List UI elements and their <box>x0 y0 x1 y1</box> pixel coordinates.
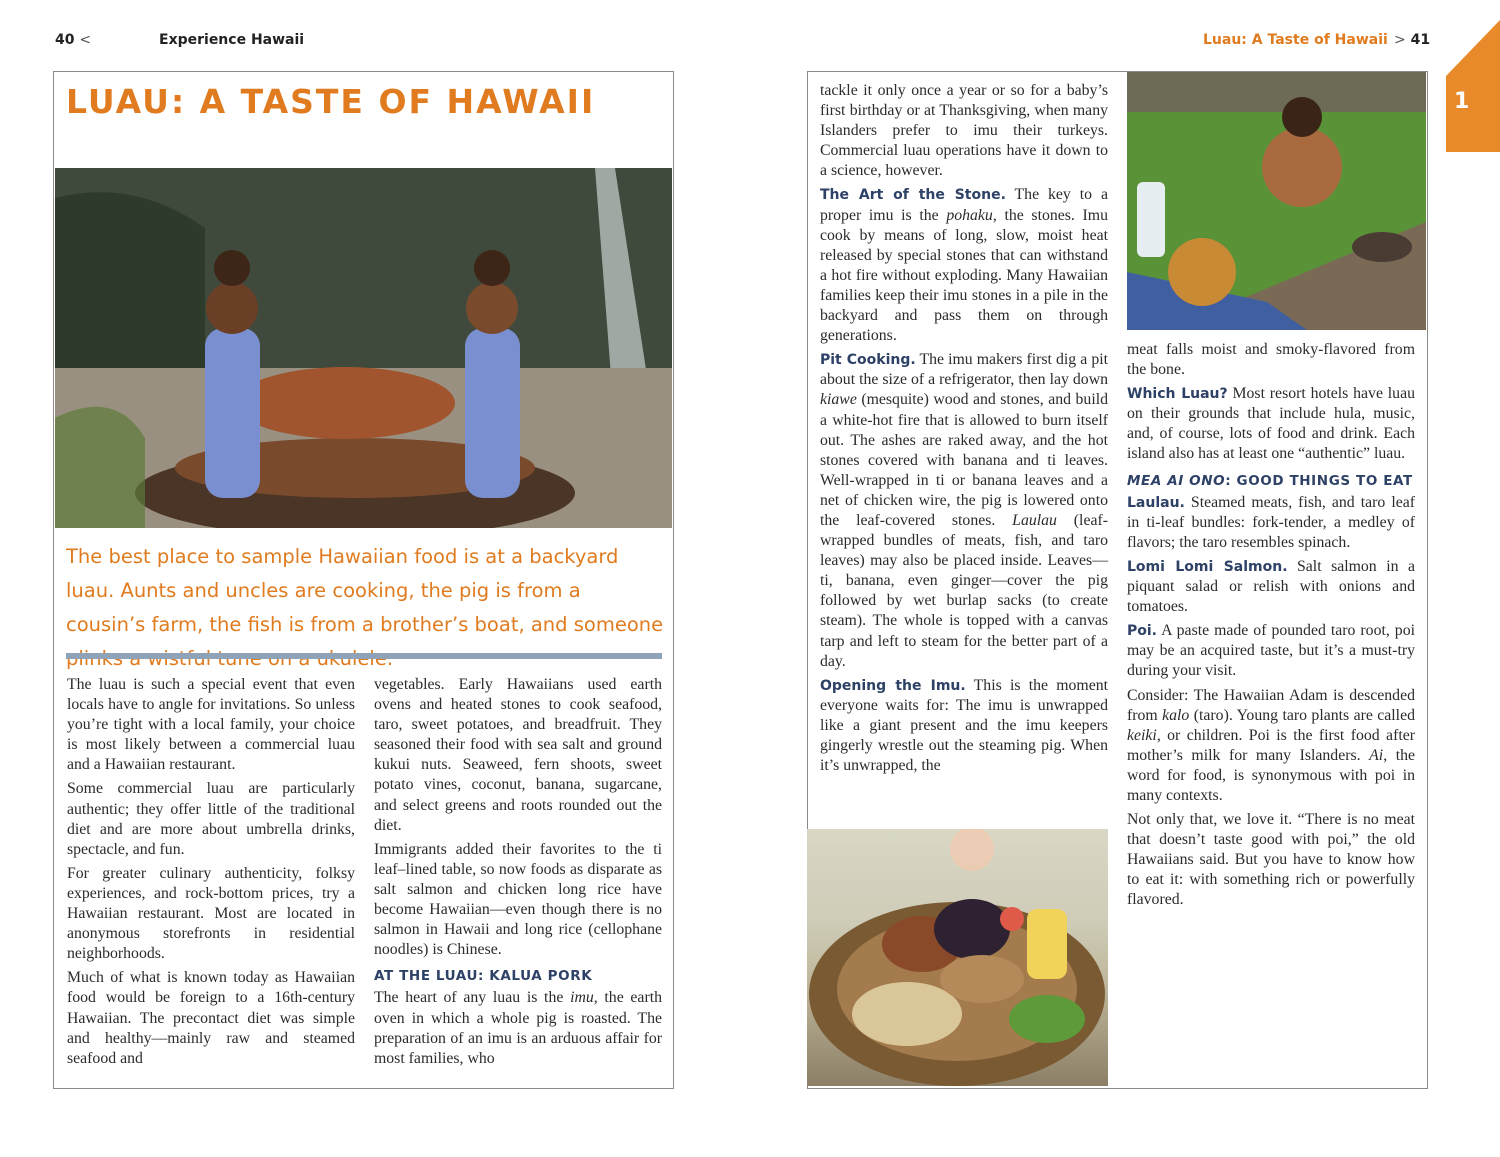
paragraph-art-of-stone: The Art of the Stone. The key to a proper imu is the pohaku, the stones. Imu cook by means of long, slow, moist heat released by special stones that can withstand a hot fire without exploding. Many Hawaiian families keep their imu stones in a pile in the backyard and pass them on through generations. <box>820 186 1108 345</box>
paragraph-pit-cooking: Pit Cooking. The imu makers first dig a pit about the size of a refrigerator, then lay down kiawe (mesquite) wood and stones, and build a white-hot fire that is allowed to burn itself out. The ashes are raked away, and the hot stones covered with banana and ti leaves. Well-wrapped in ti or banana leaves and a net of chicken wire, the pig is lowered onto the leaf-covered stones. Laulau (leaf-wrapped bundles of meats, fish, and taro leaves) may also be placed inside. Leaves—ti, banana, even ginger—cover the pig followed by wet burlap sacks (to create steam). The whole is topped with a canvas tarp and left to steam for the better part of a day. <box>820 351 1108 670</box>
body-column-1 <box>67 675 355 1073</box>
left-running-header: Experience Hawaii <box>159 32 305 48</box>
paragraph: Not only that, we love it. “There is no meat that doesn’t taste good with poi,” the old Hawaiians said. But you have to know how to eat it: with something rich or powerfully flavored. <box>1127 811 1415 909</box>
paragraph-which-luau: Which Luau? Most resort hotels have luau on their grounds that include hula, music, and, of course, lots of food and drink. Each island also has at least one “authentic” luau. <box>1127 385 1415 463</box>
right-section-title: Luau: A Taste of Hawaii <box>1203 32 1388 48</box>
paragraph-consider: Consider: The Hawaiian Adam is descended from kalo (taro). Young taro plants are called keiki, or children. Poi is the first food after mother’s milk for many Islanders. Ai, the word for food, is synonymous with poi in many contexts. <box>1127 686 1415 804</box>
left-arrow-glyph: < <box>79 32 92 48</box>
paragraph: Some commercial luau are particularly authentic; they offer little of the traditional diet and are more about umbrella drinks, spectacle, and fun. <box>67 780 355 858</box>
subheading-good-things-to-eat: MEA AI ONO: GOOD THINGS TO EAT <box>1127 472 1413 489</box>
paragraph: tackle it only once a year or so for a baby’s first birthday or at Thanksgiving, when many Islanders prefer to imu their turkeys. Commercial luau operations have it down to a science, however. <box>820 82 1108 180</box>
right-arrow-glyph: > <box>1394 32 1406 48</box>
paragraph: vegetables. Early Hawaiians used earth ovens and heated stones to cook seafood, taro, sweet potatoes, and breadfruit. They seasoned their food with sea salt and ground kukui nuts. Seaweed, fern shoots, sweet potato vines, coconut, banana, sugarcane, and select greens and roots rounded out the diet. <box>374 676 662 834</box>
subheading-kalua-pork: AT THE LUAU: KALUA PORK <box>374 968 593 985</box>
section-divider <box>66 653 662 659</box>
body-column-2 <box>374 675 662 1073</box>
poi-pounding-photo <box>1127 72 1426 330</box>
paragraph: Much of what is known today as Hawaiian food would be foreign to a 16th-century Hawaiian. The precontact diet was simple and healthy—mainly raw and steamed seafood and <box>67 969 355 1067</box>
body-column-3 <box>820 81 1108 780</box>
chapter-tab-shape <box>1446 20 1500 152</box>
paragraph-laulau: Laulau. Steamed meats, fish, and taro leaf in ti-leaf bundles: fork-tender, a medley of flavors; the taro resembles spinach. <box>1127 493 1415 551</box>
paragraph: The heart of any luau is the imu, the earth oven in which a whole pig is roasted. The preparation of an imu is an arduous affair for most families, who <box>374 989 662 1067</box>
left-page-number: 40 < <box>55 32 92 48</box>
intro-paragraph: The best place to sample Hawaiian food is at a backyard luau. Aunts and uncles are cooking, the pig is from a cousin’s farm, the fish is from a brother’s boat, and someone <box>66 545 664 636</box>
paragraph-lomi-lomi: Lomi Lomi Salmon. Salt salmon in a piquant salad or relish with onions and tomatoes. <box>1127 557 1415 616</box>
paragraph-poi: Poi. A paste made of pounded taro root, poi may be an acquired taste, but it’s a must-try during your visit. <box>1127 622 1415 680</box>
run-in-head: Opening the Imu. <box>820 677 966 694</box>
luau-plate-photo <box>807 829 1108 1086</box>
paragraph: Immigrants added their favorites to the ti leaf–lined table, so now foods as disparate as salt salmon and chicken long rice have become Hawaiian—even though there is no salmon in Hawaii and long rice (cellophane noodles) is Chinese. <box>374 840 662 959</box>
article-title: LUAU: A TASTE OF HAWAII <box>66 82 596 121</box>
paragraph: The luau is such a special event that even locals have to angle for invitations. So unless you’re tight with a local family, your choice is most likely between a commercial luau and a Hawaiian restaurant. <box>67 676 355 774</box>
run-in-head: The Art of the Stone. <box>820 187 1006 204</box>
run-in-head: Poi. <box>1127 623 1157 640</box>
chapter-tab-number: 1 <box>1454 89 1470 114</box>
paragraph: meat falls moist and smoky-flavored from the bone. <box>1127 341 1415 379</box>
run-in-head: Pit Cooking. <box>820 352 916 369</box>
body-column-4 <box>1127 340 1415 915</box>
run-in-head: Laulau. <box>1127 494 1185 511</box>
right-running-header <box>1203 32 1388 48</box>
chapter-tab <box>1446 20 1500 152</box>
paragraph: For greater culinary authenticity, folksy experiences, and rock-bottom prices, try a Hawaiian restaurant. Most are located in anonymous storefronts in residential neighborhoods. <box>67 864 355 963</box>
paragraph-opening-imu: Opening the Imu. This is the moment everyone waits for: The imu is unwrapped like a giant present and the imu keepers gingerly wrestle out the steaming pig. When it’s unwrapped, the <box>820 676 1108 775</box>
run-in-head: Which Luau? <box>1127 386 1228 403</box>
right-page-number: > 41 <box>1394 32 1431 48</box>
imu-pig-photo <box>55 168 672 528</box>
run-in-head: Lomi Lomi Salmon. <box>1127 558 1288 575</box>
